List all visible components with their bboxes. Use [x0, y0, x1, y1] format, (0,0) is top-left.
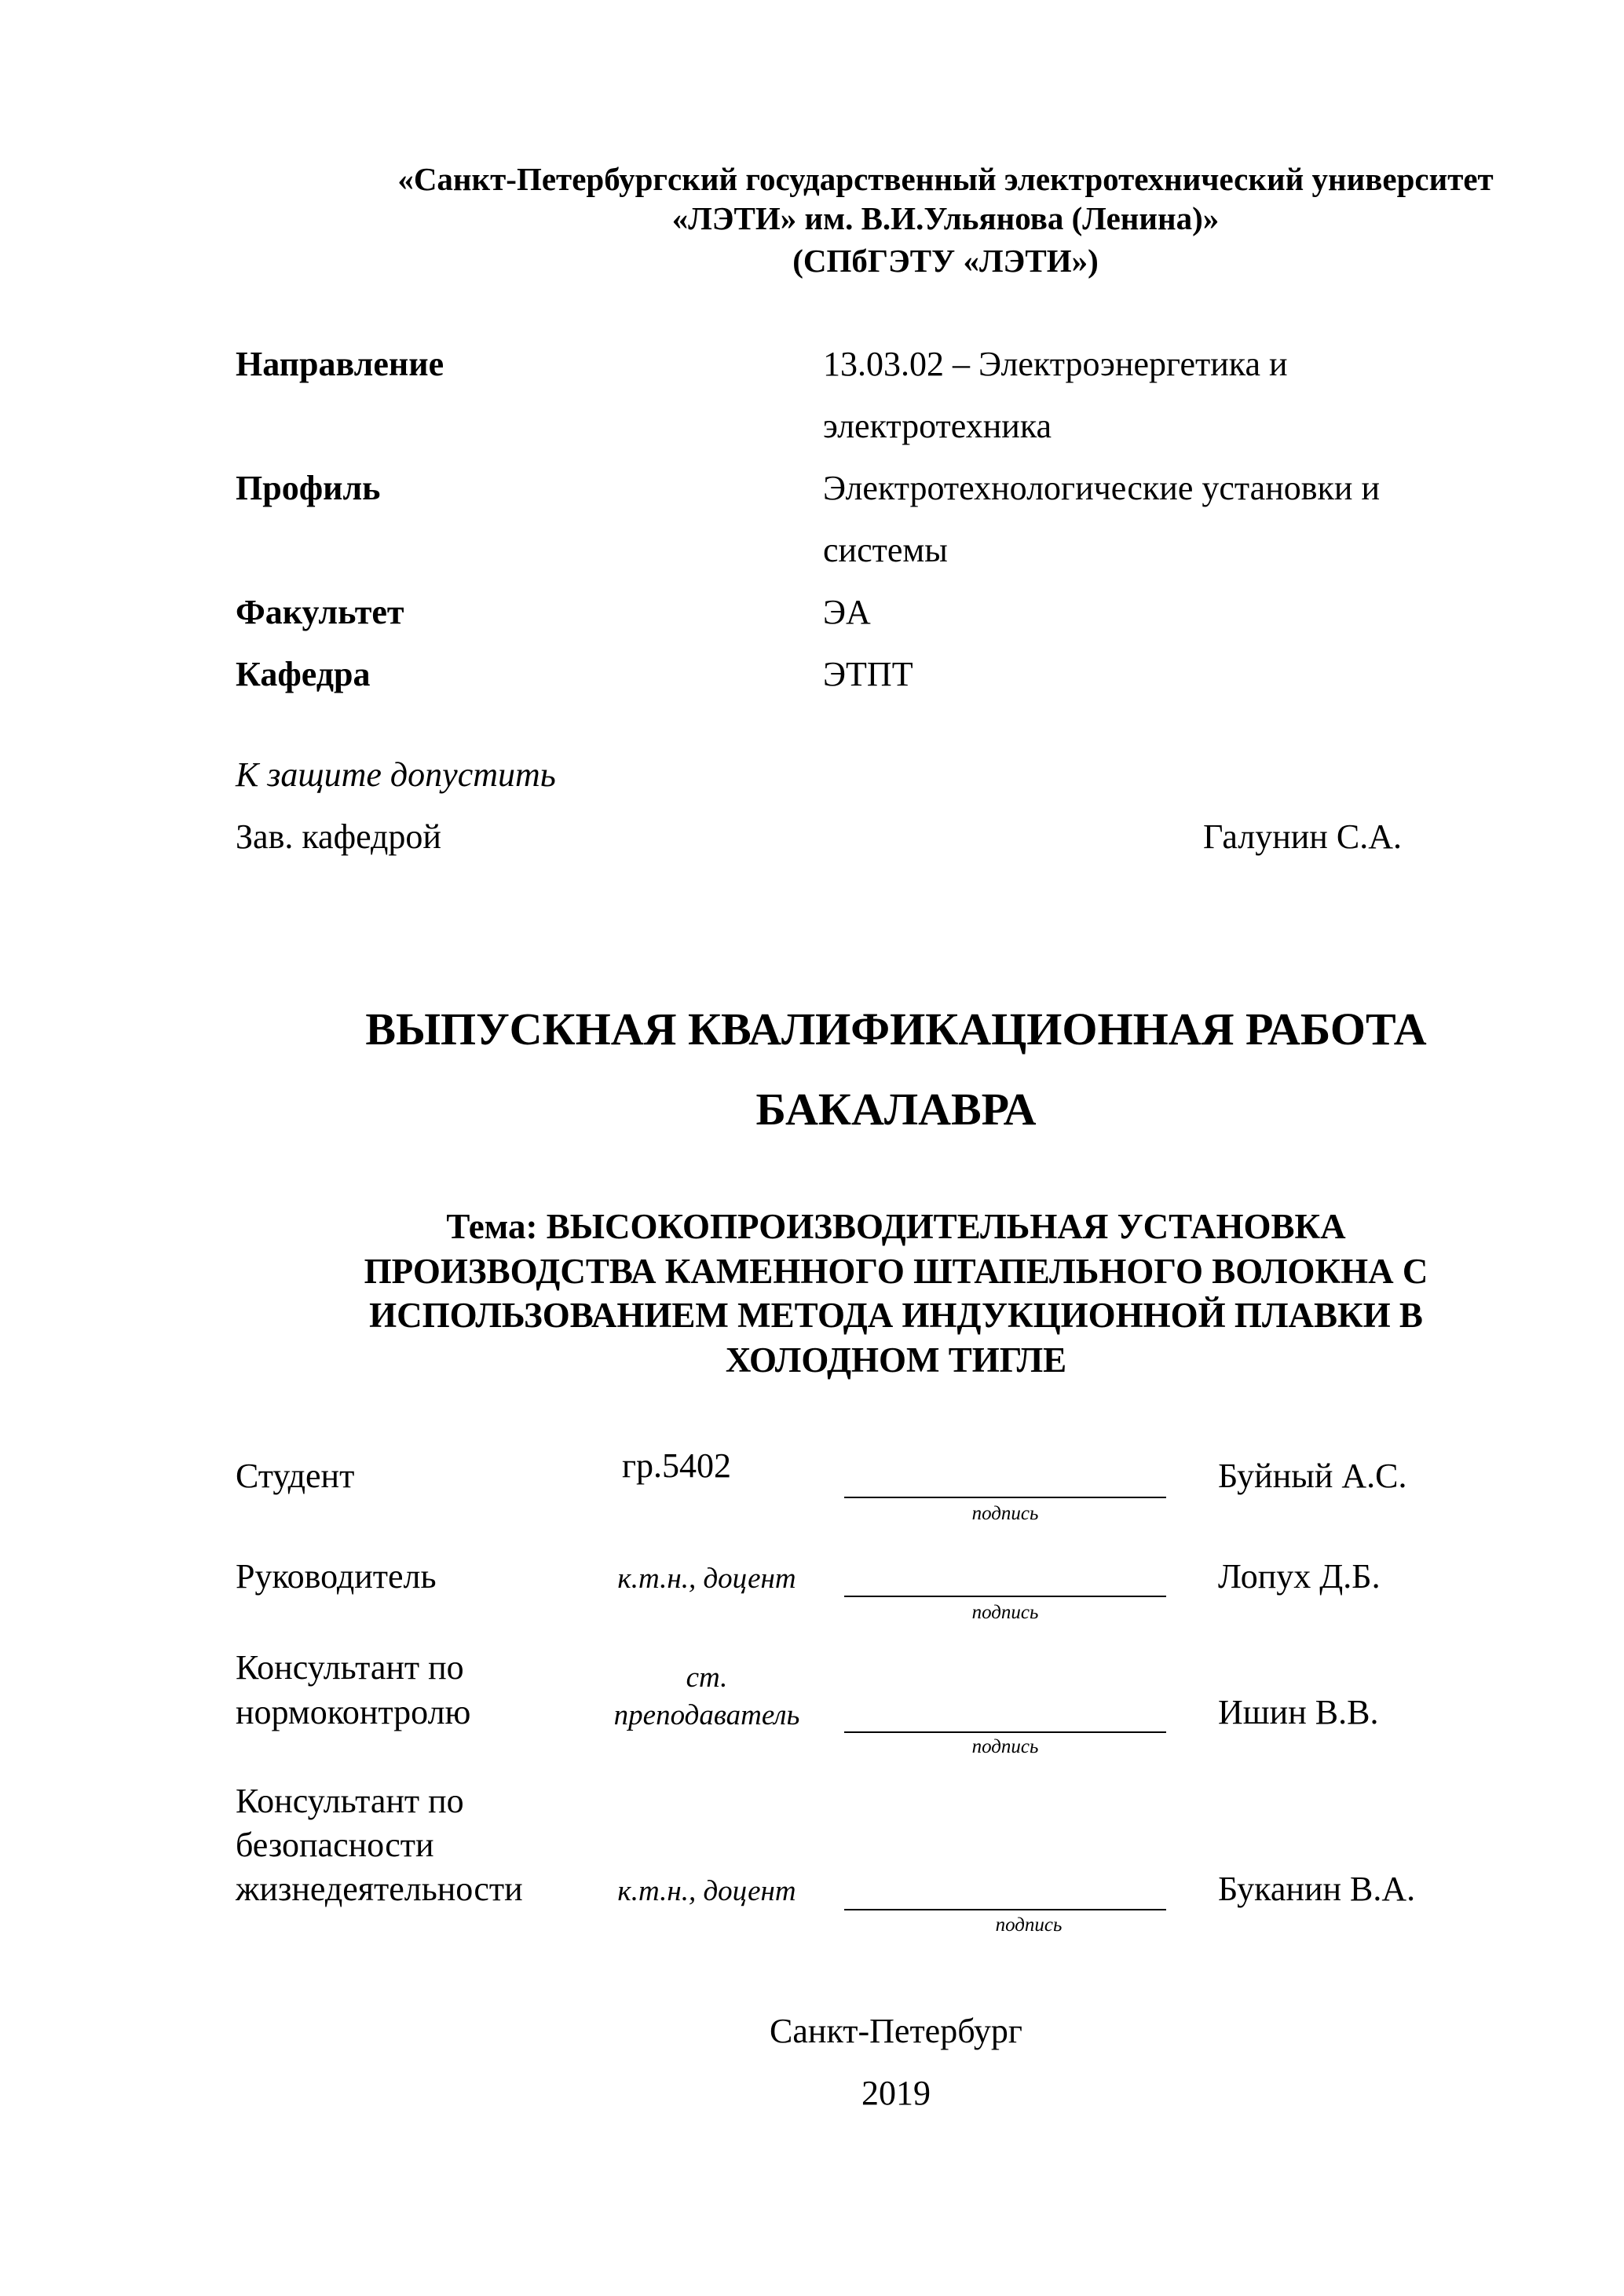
signature-name-safety: Буканин В.А. [1218, 1870, 1416, 1908]
document-title-line2: БАКАЛАВРА [755, 1084, 1037, 1135]
approval-role: Зав. кафедрой [236, 817, 441, 856]
signature-name-student: Буйный А.С. [1218, 1457, 1407, 1495]
signature-position-normcontrol: ст. [686, 1662, 728, 1694]
signature-caption: подпись [971, 1736, 1039, 1757]
info-value-direction: 13.03.02 – Электроэнергетика и [823, 345, 1288, 383]
university-name-line2: «ЛЭТИ» им. В.И.Ульянова (Ленина)» [671, 200, 1220, 236]
document-title-line1: ВЫПУСКНАЯ КВАЛИФИКАЦИОННАЯ РАБОТА [365, 1004, 1427, 1055]
approval-caption: К защите допустить [236, 755, 556, 794]
signature-role-safety: Консультант по [236, 1782, 464, 1820]
signature-role-supervisor: Руководитель [236, 1557, 437, 1596]
signature-line [844, 1909, 1166, 1910]
footer-city: Санкт-Петербург [770, 2012, 1022, 2050]
info-value-faculty: ЭА [823, 593, 871, 631]
topic-line3: ИСПОЛЬЗОВАНИЕМ МЕТОДА ИНДУКЦИОННОЙ ПЛАВКИ В [369, 1296, 1423, 1335]
signature-line [844, 1497, 1166, 1498]
signature-line [844, 1596, 1166, 1597]
signature-position-student: гр.5402 [622, 1446, 732, 1485]
signature-position-supervisor: к.т.н., доцент [617, 1563, 796, 1595]
approval-name: Галунин С.А. [1203, 817, 1402, 856]
signature-caption: подпись [995, 1914, 1063, 1936]
signature-name-supervisor: Лопух Д.Б. [1218, 1557, 1381, 1596]
info-value-profile: Электротехнологические установки и [823, 469, 1380, 507]
info-label-faculty: Факультет [236, 593, 404, 631]
info-label-profile: Профиль [236, 469, 381, 507]
signature-position-safety: к.т.н., доцент [617, 1875, 796, 1907]
footer-year: 2019 [861, 2074, 931, 2112]
signature-role-normcontrol-cont: нормоконтролю [236, 1693, 471, 1731]
signature-caption: подпись [971, 1503, 1039, 1524]
university-abbreviation: (СПбГЭТУ «ЛЭТИ») [792, 243, 1099, 279]
info-value-department: ЭТПТ [823, 655, 913, 693]
signature-position-normcontrol-cont: преподаватель [613, 1699, 800, 1731]
info-label-direction: Направление [236, 345, 444, 383]
topic-line2: ПРОИЗВОДСТВА КАМЕННОГО ШТАПЕЛЬНОГО ВОЛОКНА С [364, 1252, 1428, 1291]
signature-line [844, 1731, 1166, 1733]
signature-role-safety-cont2: жизнедеятельности [236, 1870, 523, 1908]
info-value-direction-cont: электротехника [823, 407, 1052, 445]
signature-role-safety-cont1: безопасности [236, 1826, 434, 1864]
signature-name-normcontrol: Ишин В.В. [1218, 1693, 1379, 1731]
info-label-department: Кафедра [236, 655, 371, 693]
topic-line4: ХОЛОДНОМ ТИГЛЕ [725, 1340, 1067, 1380]
signature-role-normcontrol: Консультант по [236, 1648, 464, 1687]
topic-line1: Тема: ВЫСОКОПРОИЗВОДИТЕЛЬНАЯ УСТАНОВКА [446, 1207, 1346, 1246]
info-value-profile-cont: системы [823, 531, 948, 569]
signature-caption: подпись [971, 1602, 1039, 1623]
university-name-line1: «Санкт-Петербургский государственный электротехнический университет [397, 161, 1494, 197]
signature-role-student: Студент [236, 1457, 355, 1495]
